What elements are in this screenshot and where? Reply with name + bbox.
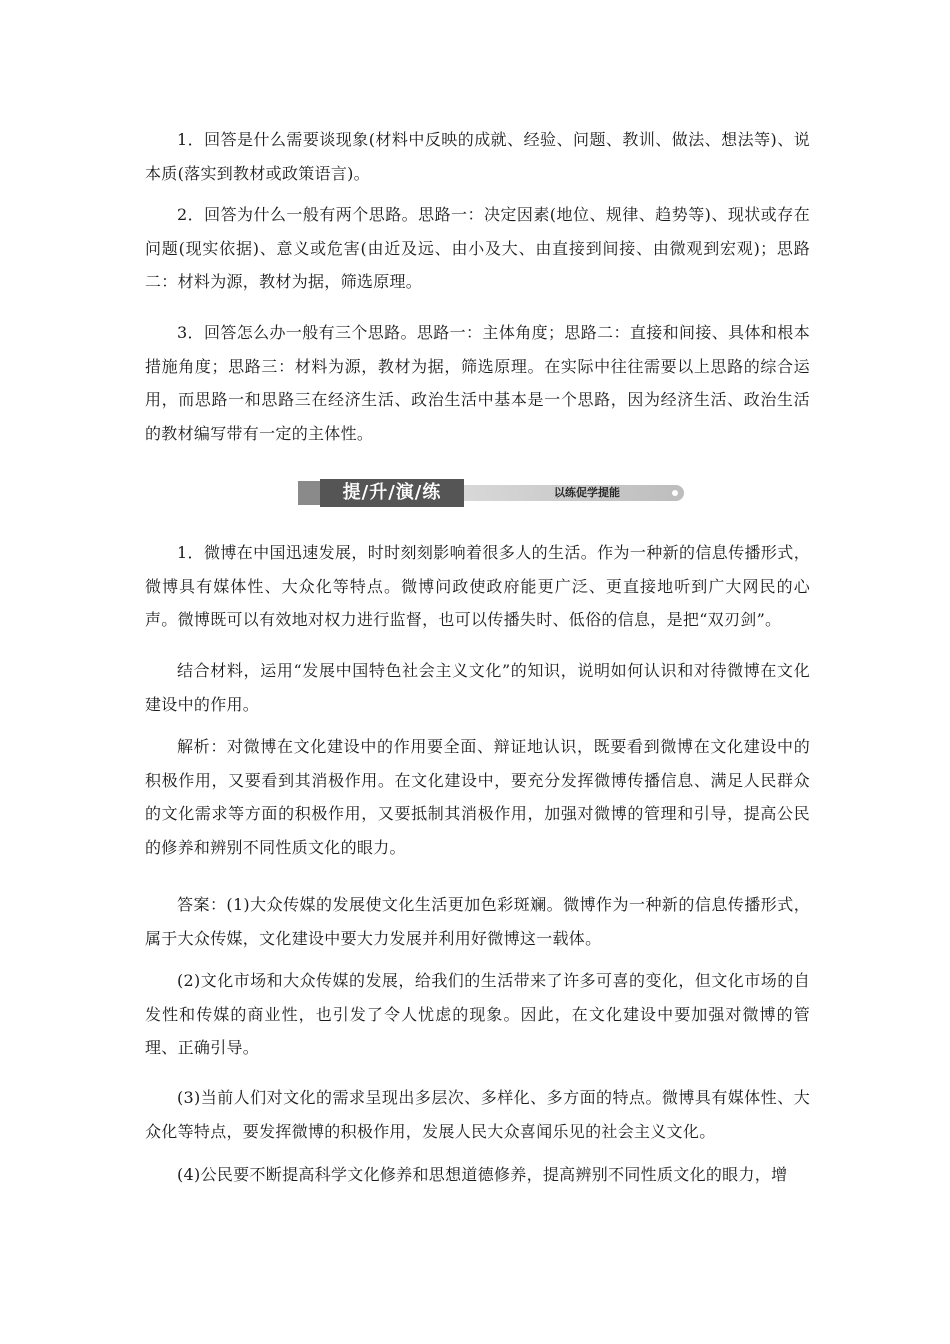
method-note-3: 3．回答怎么办一般有三个思路。思路一：主体角度；思路二：直接和间接、具体和根本措施角度；思路三：材料为源，教材为据，筛选原理。在实际中往往需要以上思路的综合运用，而思路一和思路三在经济生活、政治生活中基本是一个思路，因为经济生活、政治生活的教材编写带有一定的主体性。	[145, 323, 810, 443]
answer-3: (3)当前人们对文化的需求呈现出多层次、多样化、多方面的特点。微博具有媒体性、大众化等特点，要发挥微博的积极作用，发展人民大众喜闻乐见的社会主义文化。	[145, 1088, 810, 1141]
method-note-2: 2．回答为什么一般有两个思路。思路一：决定因素(地位、规律、趋势等)、现状或存在问题(现实依据)、意义或危害(由近及远、由小及大、由直接到间接、由微观到宏观)；思路二：材料为源，教材为据，筛选原理。	[145, 205, 810, 291]
banner-dot-icon	[672, 490, 678, 496]
answer-1: 答案：(1)大众传媒的发展使文化生活更加色彩斑斓。微博作为一种新的信息传播形式，属于大众传媒，文化建设中要大力发展并利用好微博这一载体。	[145, 895, 810, 948]
section-banner	[298, 479, 690, 507]
exercise-question: 1．微博在中国迅速发展，时时刻刻影响着很多人的生活。作为一种新的信息传播形式，微博具有媒体性、大众化等特点。微博问政使政府能更广泛、更直接地听到广大网民的心声。微博既可以有效地对权力进行监督，也可以传播失时、低俗的信息，是把“双刃剑”。	[145, 543, 810, 629]
answer-4: (4)公民要不断提高科学文化修养和思想道德修养，提高辨别不同性质文化的眼力，增	[177, 1165, 788, 1184]
exercise-prompt: 结合材料，运用“发展中国特色社会主义文化”的知识，说明如何认识和对待微博在文化建设中的作用。	[145, 661, 810, 714]
method-note-1: 1．回答是什么需要谈现象(材料中反映的成就、经验、问题、教训、做法、想法等)、说本质(落实到教材或政策语言)。	[145, 130, 810, 183]
banner-subtitle: 以练促学提能	[554, 486, 620, 499]
exercise-analysis: 解析：对微博在文化建设中的作用要全面、辩证地认识，既要看到微博在文化建设中的积极作用，又要看到其消极作用。在文化建设中，要充分发挥微博传播信息、满足人民群众的文化需求等方面的积极作用，又要抵制其消极作用，加强对微博的管理和引导，提高公民的修养和辨别不同性质文化的眼力。	[145, 737, 810, 857]
banner-title: 提/升/演/练	[342, 482, 442, 503]
answer-2: (2)文化市场和大众传媒的发展，给我们的生活带来了许多可喜的变化，但文化市场的自发性和传媒的商业性，也引发了令人忧虑的现象。因此，在文化建设中要加强对微博的管理、正确引导。	[145, 971, 810, 1057]
banner-left-block	[298, 481, 320, 505]
